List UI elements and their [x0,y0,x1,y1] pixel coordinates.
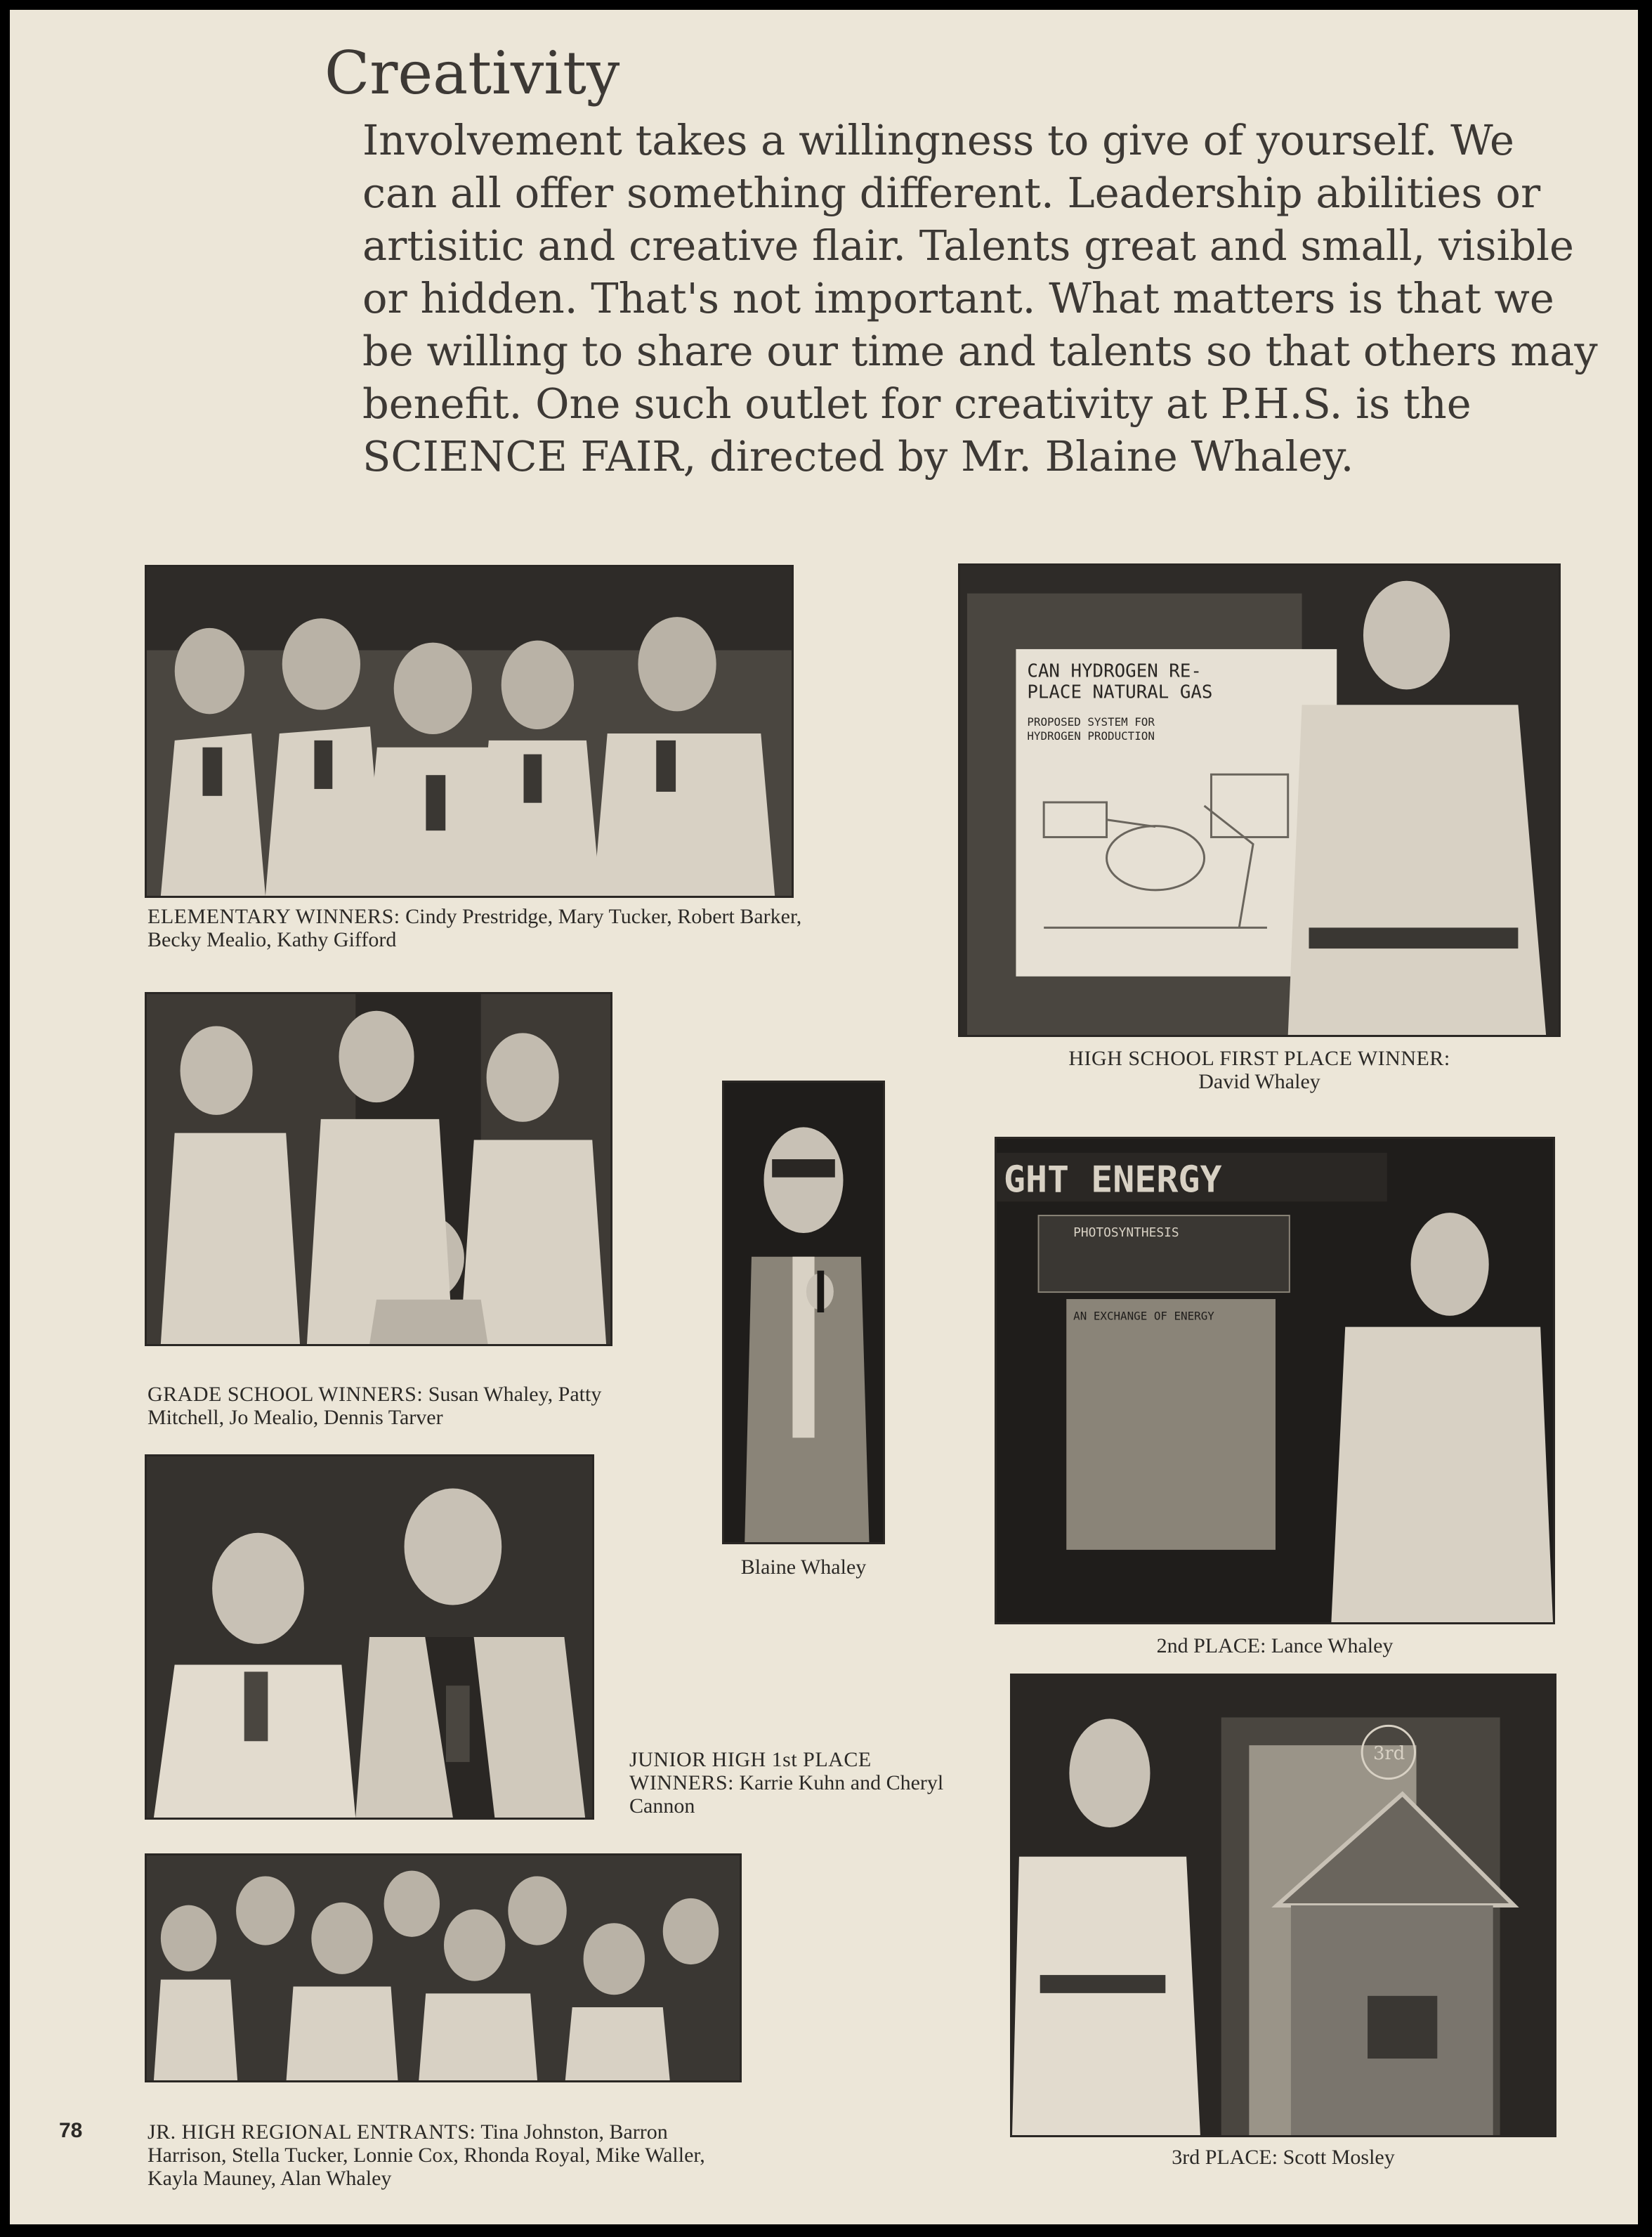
poster-subtitle-line-2: HYDROGEN PRODUCTION [1027,729,1155,743]
caption-first-place-label: HIGH SCHOOL FIRST PLACE WINNER: [1068,1047,1450,1070]
caption-third-place: 3rd PLACE: Scott Mosley [1172,2146,1395,2169]
caption-grade-school-label: GRADE SCHOOL WINNERS: [148,1383,424,1406]
caption-elementary-label: ELEMENTARY WINNERS: [148,905,400,928]
caption-elementary-names: Cindy Prestridge, Mary Tucker, Robert Barker, Becky Mealio, Kathy Gifford [148,905,802,951]
caption-junior-high-names: Karrie Kuhn and Cheryl Cannon [629,1771,944,1818]
caption-regional [148,2120,752,2190]
photo-junior-high-winners [145,1454,594,1820]
caption-first-place [951,1047,1568,1093]
photo-regional-entrants [145,1853,742,2082]
caption-first-place-names: David Whaley [1198,1070,1320,1093]
caption-junior-high-label: JUNIOR HIGH 1st PLACE WINNERS: [629,1748,872,1794]
sign-energy-text: GHT ENERGY [1003,1159,1222,1201]
poster-title-line-1: CAN HYDROGEN RE- [1027,660,1202,682]
caption-elementary [148,905,808,951]
third-place-ribbon-tag: 3rd [1373,1742,1405,1764]
caption-grade-school-names: Susan Whaley, Patty Mitchell, Jo Mealio, Dennis Tarver [148,1383,602,1429]
photo-blaine-whaley [722,1081,885,1544]
page-number: 78 [59,2119,83,2142]
caption-grade-school [148,1383,639,1429]
poster-subtitle-line-1: PROPOSED SYSTEM FOR [1027,715,1155,729]
photo-second-place [995,1137,1555,1624]
caption-blaine-whaley: Blaine Whaley [740,1556,867,1579]
page-title: Creativity [324,39,620,107]
exchange-of-energy-title: AN EXCHANGE OF ENERGY [1073,1309,1214,1323]
photosynthesis-heading: PHOTOSYNTHESIS [1073,1225,1179,1240]
intro-paragraph: Involvement takes a willingness to give of yourself. We can all offer something different. Leadership abilities or artisitic and creative flair. Talents great and small, visible or hidden. That's not important. What matters is that we be willing to share our time and talents so that others may benefit. One such outlet for creativity at P.H.S. is the SCIENCE FAIR, directed by Mr. Blaine Whaley. [362,116,1598,481]
photo-first-place [958,563,1561,1037]
caption-regional-label: JR. HIGH REGIONAL ENTRANTS: [148,2120,476,2144]
poster-title-line-2: PLACE NATURAL GAS [1027,681,1213,703]
caption-second-place: 2nd PLACE: Lance Whaley [1156,1634,1394,1657]
caption-regional-names: Tina Johnston, Barron Harrison, Stella Tucker, Lonnie Cox, Rhonda Royal, Mike Waller, Kayla Mauney, Alan Whaley [148,2120,705,2190]
yearbook-page [10,10,1638,2224]
photo-grade-school-winners [145,992,612,1346]
photo-third-place [1010,1674,1556,2137]
photo-elementary-winners [145,565,794,898]
caption-junior-high [629,1748,966,1818]
